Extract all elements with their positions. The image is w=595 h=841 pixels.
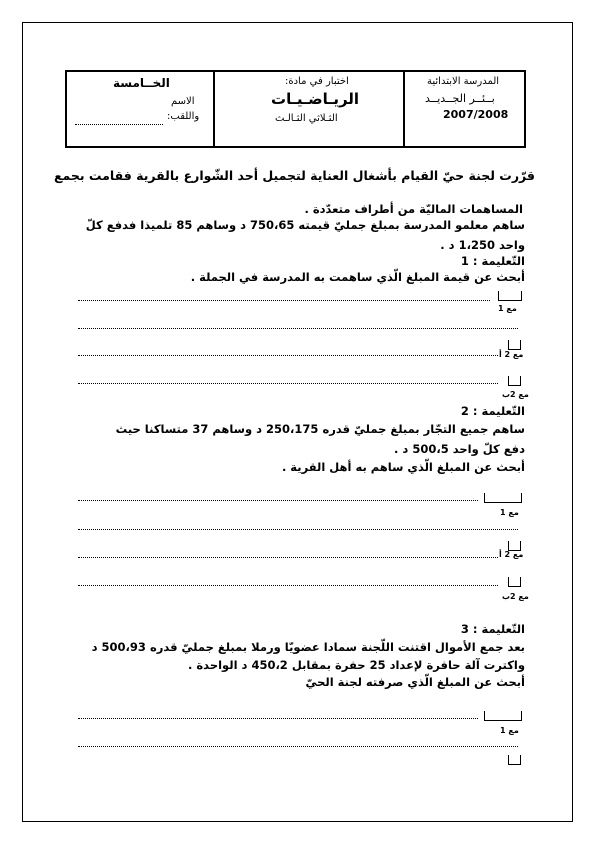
test-label: اختبار في مادة:: [285, 76, 349, 87]
mark-box: [498, 291, 522, 301]
mark-label: مع 2ب: [502, 592, 529, 601]
intro-line-2: المساهمات الماليّة من أطراف متعدّدة .: [304, 202, 523, 216]
q2-title: التّعليمة : 2: [460, 404, 525, 418]
surname-label: واللقب:: [167, 111, 200, 122]
q2-text-line-1: ساهم جميع التجّار بمبلغ جمليّ قدره 250،175 د وساهم 37 متساكنا حيث: [115, 422, 525, 436]
name-field[interactable]: [75, 124, 163, 125]
answer-line[interactable]: [78, 585, 498, 586]
q1-title: التّعليمة : 1: [460, 254, 525, 268]
intro-line-1: قرّرت لجنة حيّ القيام بأشغال العناية لتجميل أحد الشّوارع بالقرية فقامت بجمع: [53, 168, 535, 183]
answer-line[interactable]: [78, 355, 498, 356]
mark-label: مع 2 أ: [499, 350, 524, 359]
mark-box: [484, 711, 522, 721]
mark-box: [484, 493, 522, 503]
school-place: بــئــر الجــديــد: [425, 92, 495, 105]
mark-box: [508, 376, 521, 386]
grade-label: الخــامسة: [113, 76, 170, 90]
mark-label: مع 1: [498, 304, 517, 313]
q3-title: التّعليمة : 3: [460, 622, 525, 636]
mark-label: مع 1: [500, 508, 519, 517]
q3-text-line-1: بعد جمع الأموال اقتنت اللّجنة سمادا عضويّا ورملا بمبلغ جمليّ قدره 500،93 د: [91, 640, 525, 654]
header-table: [65, 70, 526, 148]
header-subject-cell: [215, 72, 405, 146]
q2-question: أبحث عن المبلغ الّذي ساهم به أهل القرية .: [281, 460, 525, 474]
q1-text-line-2: واحد 1،250 د .: [440, 238, 525, 252]
q1-question: أبحث عن قيمة المبلغ الّذي ساهمت به المدرسة في الجملة .: [190, 270, 525, 284]
school-name: المدرسة الابتدائية: [427, 76, 500, 87]
header-school-cell: [405, 72, 524, 146]
name-label: الاسم: [171, 96, 195, 107]
subject-title: الريـاضـيـات: [271, 90, 360, 108]
answer-line[interactable]: [78, 529, 518, 530]
mark-box: [508, 577, 521, 587]
answer-line[interactable]: [78, 500, 478, 501]
header-student-cell: [67, 72, 215, 146]
q3-question: أبحث عن المبلغ الّذي صرفته لجنة الحيّ: [305, 675, 525, 689]
answer-line[interactable]: [78, 718, 478, 719]
mark-label: مع 1: [500, 726, 519, 735]
mark-label: مع 2ب: [502, 390, 529, 399]
answer-line[interactable]: [78, 746, 518, 747]
mark-box: [508, 755, 521, 765]
answer-line[interactable]: [78, 557, 498, 558]
q1-text-line-1: ساهم معلمو المدرسة بمبلغ جمليّ قيمته 750،65 د وساهم 85 تلميذا فدفع كلّ: [85, 218, 525, 232]
term-label: الثـلاثي الثـالـث: [275, 113, 338, 124]
mark-label: مع 2 أ: [499, 550, 524, 559]
answer-line[interactable]: [78, 383, 498, 384]
school-year: 2007/2008: [443, 108, 509, 121]
mark-box: [508, 340, 521, 350]
answer-line[interactable]: [78, 328, 518, 329]
q3-text-line-2: واكترت آلة حافرة لإعداد 25 حفرة بمقابل 450،2 د الواحدة .: [188, 658, 525, 672]
q2-text-line-2: دفع كلّ واحد 500،5 د .: [394, 442, 525, 456]
answer-line[interactable]: [78, 300, 490, 301]
